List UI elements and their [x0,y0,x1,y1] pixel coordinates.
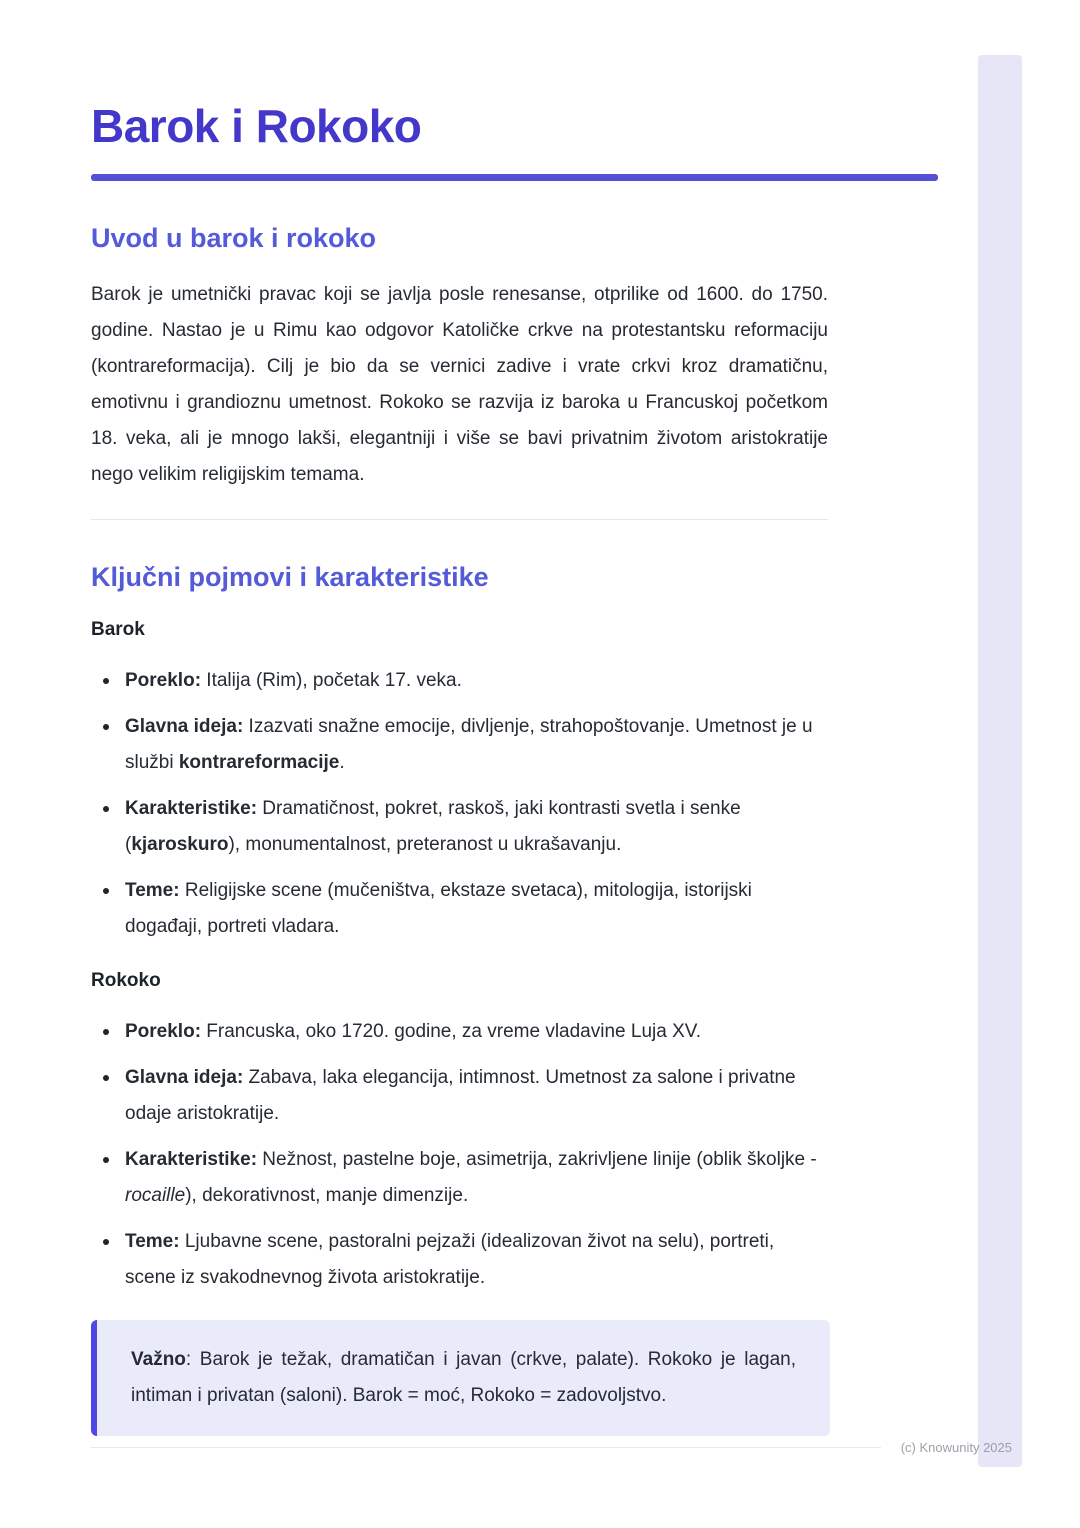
callout-text: : Barok je težak, dramatičan i javan (crkve, palate). Rokoko je lagan, intiman i privatan (saloni). Barok = moć, Rokoko = zadovoljstvo. [131,1349,796,1406]
title-underline-rule [91,174,938,181]
bullet-bold-term: kontrareformacije [178,752,340,773]
bullet-body: Dramatičnost, pokret, raskoš, jaki kontrasti svetla i senke ( [125,798,741,855]
list-item-text [125,663,462,699]
bullet-dot-icon [103,1239,109,1245]
bullet-bold-term: kjaroskuro [131,834,229,855]
bullet-body: Izazvati snažne emocije, divljenje, strahopoštovanje. Umetnost je u službi [125,716,813,773]
page-footer [91,1440,1012,1455]
bullet-label: Teme: [125,880,180,901]
bullet-dot-icon [103,888,109,894]
bullet-body: Nežnost, pastelne boje, asimetrija, zakrivljene linije (oblik školjke - [257,1149,817,1170]
bullet-body: Ljubavne scene, pastoralni pejzaži (idealizovan život na selu), portreti, scene iz svakodnevnog života aristokratije. [125,1231,775,1288]
list-item [91,1014,828,1050]
bullet-label: Poreklo: [125,670,202,691]
bullet-body: Italija (Rim), početak 17. veka. [201,670,462,691]
list-item [91,1224,828,1296]
subheading-rokoko: Rokoko [91,970,161,991]
list-item [91,709,828,781]
bullet-label: Glavna ideja: [125,1067,244,1088]
bullet-dot-icon [103,1075,109,1081]
section-divider [91,519,828,520]
bullet-label: Karakteristike: [125,1149,258,1170]
bullet-label: Teme: [125,1231,180,1252]
page-content [91,0,938,1436]
footer-divider [91,1447,881,1448]
bullet-body: Francuska, oko 1720. godine, za vreme vladavine Luja XV. [201,1021,701,1042]
bullet-body: Zabava, laka elegancija, intimnost. Umetnost za salone i privatne odaje aristokratije. [125,1067,796,1124]
bullet-label: Glavna ideja: [125,716,244,737]
bullet-list-rokoko [91,1014,828,1296]
intro-paragraph: Barok je umetnički pravac koji se javlja posle renesanse, otprilike od 1600. do 1750. godine. Nastao je u Rimu kao odgovor Katoličke crkve na protestantsku reformaciju (kontrareformacija). Cilj je bio da se vernici zadive i vrate crkvi kroz dramatičnu, emotivnu i grandioznu umetnost. Rokoko se razvija iz baroka u Francuskoj početkom 18. veka, ali je mnogo lakši, elegantniji i više se bavi privatnim životom aristokratije nego velikim religijskim temama. [91,284,828,485]
bullet-italic-term: rocaille [125,1185,186,1206]
bullet-label: Poreklo: [125,1021,202,1042]
section-heading-intro: Uvod u barok i rokoko [91,223,377,253]
list-item [91,1142,828,1214]
bullet-dot-icon [103,1029,109,1035]
bullet-dot-icon [103,1157,109,1163]
list-item-text [125,1060,828,1132]
subheading-barok: Barok [91,619,145,640]
list-item-text [125,873,828,945]
list-item [91,663,828,699]
section-heading-concepts: Ključni pojmovi i karakteristike [91,562,489,592]
important-callout [91,1320,830,1436]
bullet-dot-icon [103,806,109,812]
bullet-body: Religijske scene (mučeništva, ekstaze svetaca), mitologija, istorijski događaji, portreti vladara. [125,880,752,937]
list-item-text [125,1224,828,1296]
bullet-tail: . [339,752,345,773]
list-item [91,873,828,945]
footer-credit: (c) Knowunity 2025 [900,1440,1012,1455]
bullet-label: Karakteristike: [125,798,258,819]
list-item [91,791,828,863]
list-item [91,1060,828,1132]
bullet-tail: ), monumentalnost, preteranost u ukrašavanju. [228,834,622,855]
bullet-dot-icon [103,678,109,684]
list-item-text [125,1142,828,1214]
page-title: Barok i Rokoko [91,100,422,152]
right-accent-strip [978,55,1022,1467]
list-item-text [125,1014,701,1050]
list-item-text [125,791,828,863]
bullet-dot-icon [103,724,109,730]
callout-label: Važno [131,1349,186,1370]
bullet-tail: ), dekorativnost, manje dimenzije. [185,1185,469,1206]
list-item-text [125,709,828,781]
bullet-list-barok [91,663,828,945]
